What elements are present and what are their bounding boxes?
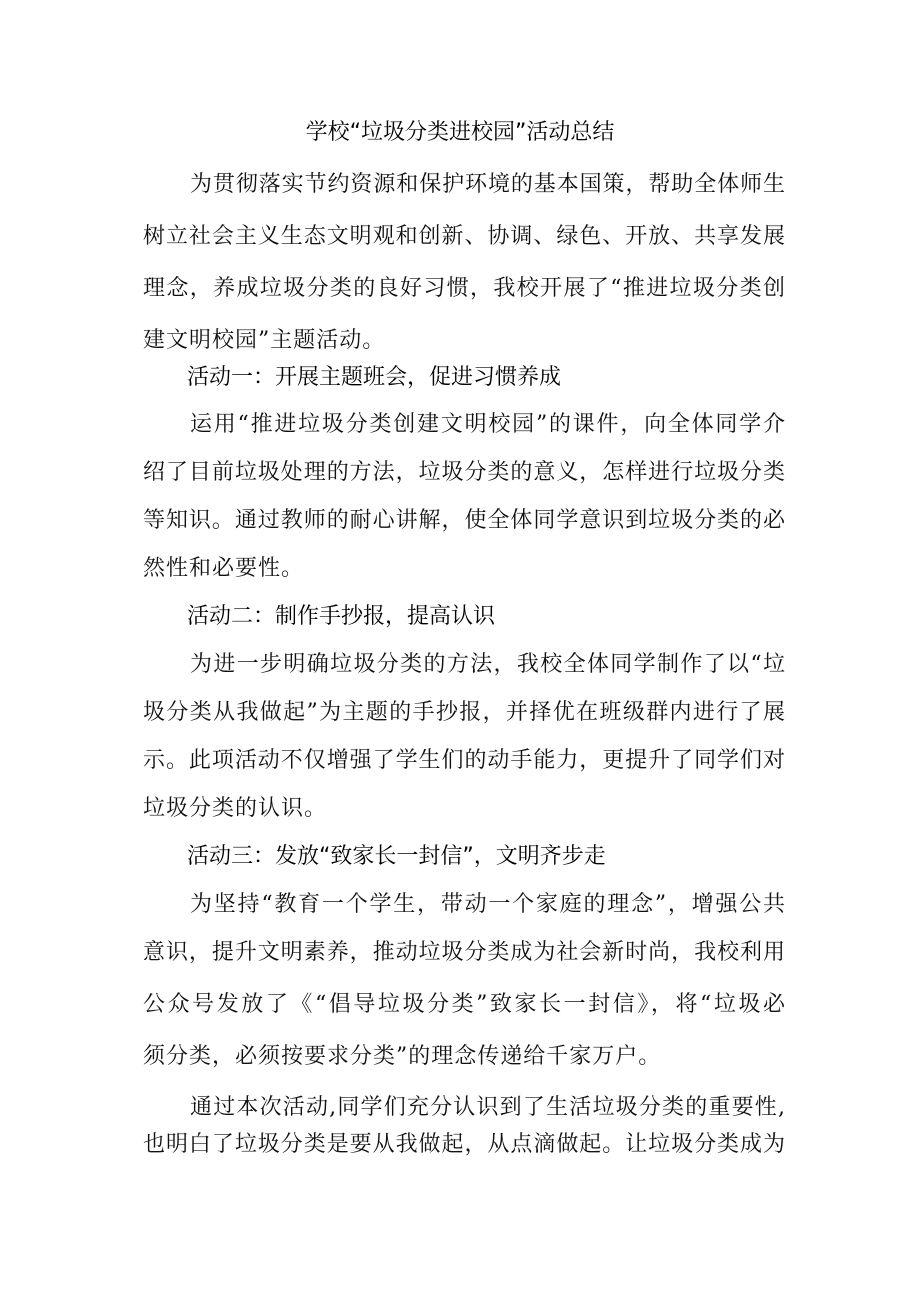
section-heading-3: 活动三：发放“致家长一封信”，文明齐步走 — [187, 844, 606, 869]
paragraph-line: 意识，提升文明素养，推动垃圾分类成为社会新时尚，我校利用 — [143, 940, 785, 965]
paragraph-line: 垃圾分类的认识。 — [143, 796, 328, 821]
paragraph-line: 须分类，必须按要求分类”的理念传递给千家万户。 — [143, 1044, 662, 1069]
paragraph-line: 建文明校园”主题活动。 — [143, 328, 386, 353]
paragraph-line: 等知识。通过教师的耐心讲解，使全体同学意识到垃圾分类的必 — [143, 508, 785, 533]
paragraph-line: 为坚持“教育一个学生，带动一个家庭的理念”，增强公共 — [190, 892, 785, 917]
paragraph-line: 圾分类从我做起”为主题的手抄报，并择优在班级群内进行了展 — [143, 700, 785, 725]
paragraph-line: 理念，养成垃圾分类的良好习惯，我校开展了“推进垃圾分类创 — [143, 276, 785, 301]
paragraph-line: 运用“推进垃圾分类创建文明校园”的课件，向全体同学介 — [190, 412, 785, 437]
paragraph-line: 绍了目前垃圾处理的方法，垃圾分类的意义，怎样进行垃圾分类 — [143, 460, 785, 485]
paragraph-line: 然性和必要性。 — [143, 556, 305, 581]
paragraph-line: 通过本次活动,同学们充分认识到了生活垃圾分类的重要性, — [190, 1095, 785, 1120]
paragraph-line: 为贯彻落实节约资源和保护环境的基本国策，帮助全体师生 — [190, 172, 785, 197]
section-heading-2: 活动二：制作手抄报，提高认识 — [187, 604, 496, 629]
paragraph-line: 树立社会主义生态文明观和创新、协调、绿色、开放、共享发展 — [143, 224, 785, 249]
paragraph-line: 为进一步明确垃圾分类的方法，我校全体同学制作了以“垃 — [190, 652, 785, 677]
document-title: 学校“垃圾分类进校园”活动总结 — [305, 120, 615, 145]
paragraph-line: 也明白了垃圾分类是要从我做起，从点滴做起。让垃圾分类成为 — [143, 1132, 785, 1157]
section-heading-1: 活动一：开展主题班会，促进习惯养成 — [187, 365, 562, 390]
paragraph-line: 公众号发放了《“倡导垃圾分类”致家长一封信》，将“垃圾必 — [143, 992, 785, 1017]
paragraph-line: 示。此项活动不仅增强了学生们的动手能力，更提升了同学们对 — [143, 748, 785, 773]
